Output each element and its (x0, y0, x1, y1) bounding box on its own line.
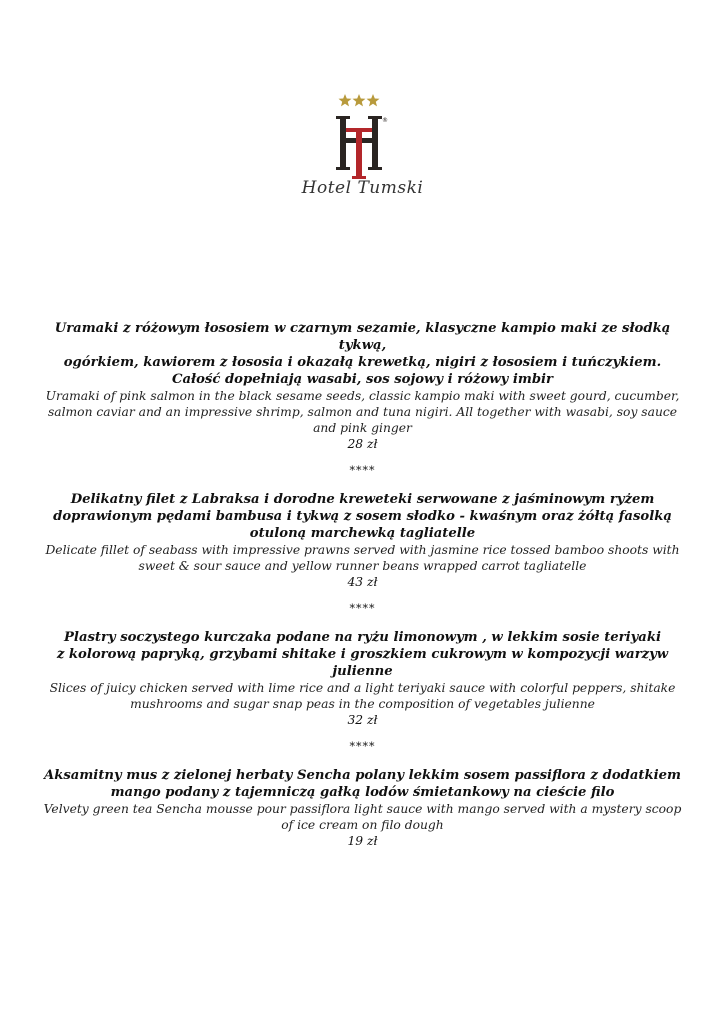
dish-description-en: Velvety green tea Sencha mousse pour passiflora light sauce with mango served with a mystery scoop of ice cream on filo dough (43, 802, 682, 832)
dish-price: 19 zł (347, 834, 378, 848)
dish-description-en: Slices of juicy chicken served with lime rice and a light teriyaki sauce with colorful peppers, shitake mushrooms and sugar snap peas in the composition of vegetables julienne (49, 681, 676, 711)
monogram-letters (336, 116, 388, 179)
separator: **** (349, 740, 376, 753)
menu-item (40, 320, 685, 452)
svg-text:®: ® (381, 117, 388, 124)
dish-price: 32 zł (347, 713, 378, 727)
hotel-logo (0, 92, 725, 204)
dish-title-pl: Uramaki z różowym łososiem w czarnym sezamie, klasyczne kampio maki ze słodką tykwą, ogórkiem, kawiorem z łososia i okazałą krewetką, nigiri z łososiem i tuńczykiem. Całość dopełniają wasabi, sos sojowy i różowy imbir (54, 321, 671, 387)
dish-price: 28 zł (347, 437, 378, 451)
separator: **** (349, 464, 376, 477)
hotel-name: Hotel Tumski (301, 178, 424, 198)
separator: **** (349, 602, 376, 615)
menu-item (40, 629, 685, 728)
menu-item (40, 491, 685, 590)
dish-title-pl: Aksamitny mus z zielonej herbaty Sencha polany lekkim sosem passiflora z dodatkiem mango podany z tajemniczą gałką lodów śmietankowy na cieście filo (44, 768, 681, 800)
hotel-tumski-monogram-icon (318, 92, 408, 187)
dish-description-en: Uramaki of pink salmon in the black sesame seeds, classic kampio maki with sweet gourd, cucumber, salmon caviar and an impressive shrimp, salmon and tuna nigiri. All together with wasabi, soy sauce and pink ginger (45, 389, 680, 435)
dish-description-en: Delicate fillet of seabass with impressive prawns served with jasmine rice tossed bamboo shoots with sweet & sour sauce and yellow runner beans wrapped carrot tagliatelle (45, 543, 680, 573)
dish-price: 43 zł (347, 575, 378, 589)
menu-list (40, 320, 685, 849)
three-stars-icon (338, 94, 379, 106)
dish-title-pl: Delikatny filet z Labraksa i dorodne kreweteki serwowane z jaśminowym ryżem doprawionym pędami bambusa i tykwą z sosem słodko - kwaśnym oraz żółtą fasolką otuloną marchewką tagliatelle (53, 492, 672, 541)
dish-title-pl: Plastry soczystego kurczaka podane na ryżu limonowym , w lekkim sosie teriyaki z kolorową papryką, grzybami shitake i groszkiem cukrowym w kompozycji warzyw julienne (56, 630, 669, 679)
menu-item (40, 767, 685, 849)
